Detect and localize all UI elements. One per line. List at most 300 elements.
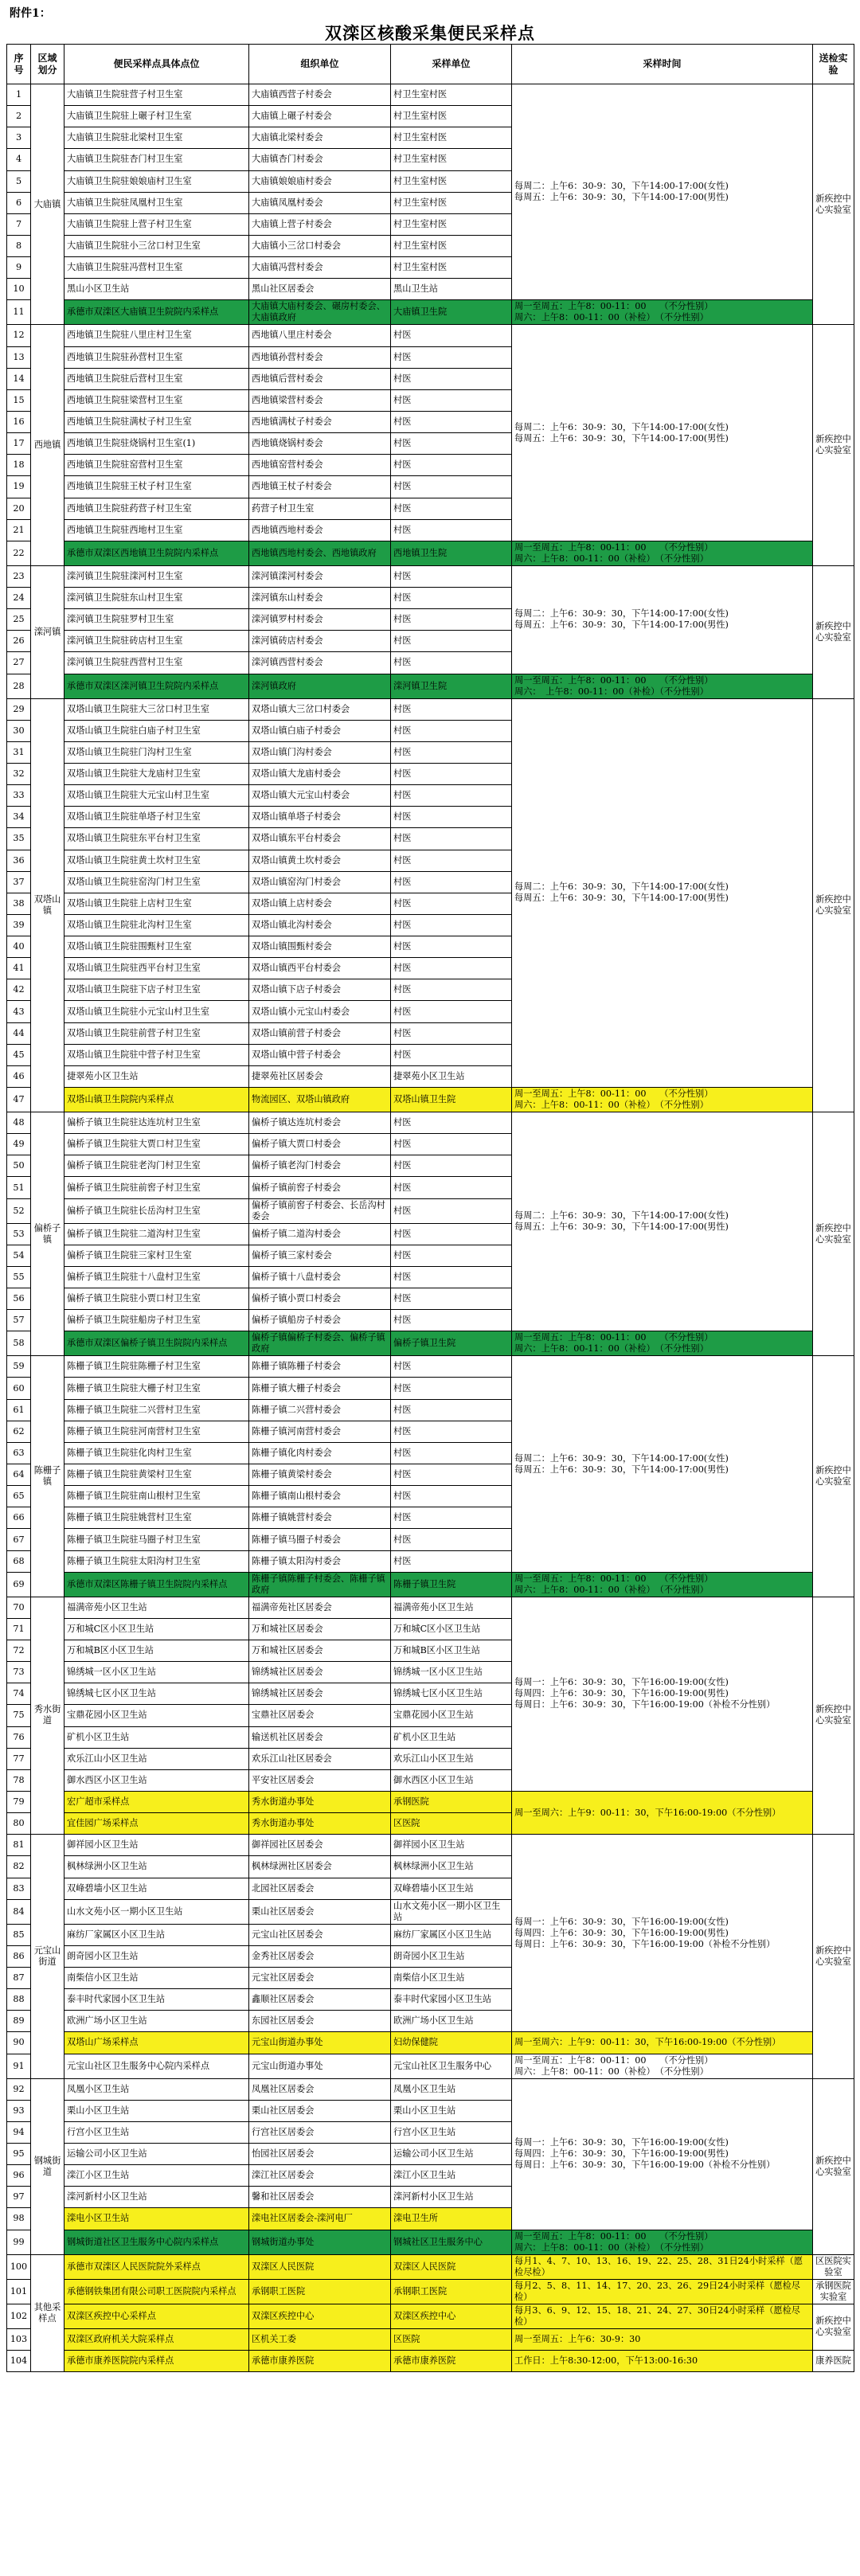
row-number: 22 [7, 541, 31, 565]
sampling-location: 西地镇卫生院驻孙营村卫生室 [64, 346, 249, 368]
row-number: 87 [7, 1967, 31, 1988]
row-number: 19 [7, 476, 31, 498]
row-number: 21 [7, 519, 31, 541]
sampling-unit: 村医 [391, 936, 512, 958]
sampling-unit: 村医 [391, 1112, 512, 1134]
row-number: 50 [7, 1155, 31, 1177]
table-row [7, 565, 854, 587]
sampling-time: 周一至周五：上午8：00-11：00 （不分性别） 周六：上午8：00-11：00（补检） （不分性别） [512, 300, 813, 325]
sampling-location: 山水文苑小区一期小区卫生站 [64, 1899, 249, 1924]
sampling-unit: 村医 [391, 1550, 512, 1572]
sampling-time: 周一至周五：上午6：30-9：30 [512, 2328, 813, 2350]
organizer-unit: 滦河镇东山村委会 [249, 587, 391, 608]
sampling-unit: 大庙镇卫生院 [391, 300, 512, 325]
row-number: 33 [7, 785, 31, 807]
sampling-unit: 矿机小区卫生站 [391, 1726, 512, 1748]
sampling-unit: 村医 [391, 720, 512, 741]
organizer-unit: 双塔山镇大三岔口村委会 [249, 698, 391, 720]
row-number: 16 [7, 411, 31, 432]
table-row [7, 2054, 854, 2078]
sampling-location: 陈栅子镇卫生院驻化肉村卫生室 [64, 1442, 249, 1464]
lab-cell: 新疾控中心实验室 [813, 84, 854, 325]
table-row [7, 1791, 854, 1812]
row-number: 47 [7, 1088, 31, 1112]
district-cell: 秀水街道 [31, 1597, 64, 1835]
table-row [7, 2328, 854, 2350]
page-title: 双滦区核酸采集便民采样点 [325, 23, 535, 43]
organizer-unit: 福满帝苑社区居委会 [249, 1597, 391, 1618]
sampling-unit: 村医 [391, 1421, 512, 1442]
row-number: 44 [7, 1022, 31, 1044]
sampling-time: 周一至周五：上午8：00-11：00 （不分性别） 周六：上午8：00-11：00（补检） （不分性别） [512, 2230, 813, 2254]
sampling-unit: 村医 [391, 631, 512, 652]
sampling-location: 陈栅子镇卫生院驻姚营村卫生室 [64, 1507, 249, 1529]
row-number: 52 [7, 1198, 31, 1223]
table-row [7, 2078, 854, 2100]
organizer-unit: 西地镇后营村委会 [249, 368, 391, 389]
sampling-unit: 村医 [391, 1310, 512, 1331]
organizer-unit: 大庙镇杏门村委会 [249, 149, 391, 170]
district-cell: 偏桥子镇 [31, 1112, 64, 1356]
sampling-time: 周一至周五：上午8：00-11：00 （不分性别） 周六：上午8：00-11：00（补检） （不分性别） [512, 1331, 813, 1356]
sampling-unit: 村卫生室村医 [391, 257, 512, 279]
col-header-organizer: 组织单位 [249, 45, 391, 84]
sampling-location: 大庙镇卫生院驻娘娘庙村卫生室 [64, 170, 249, 192]
table-row [7, 2350, 854, 2371]
sampling-unit: 村卫生室村医 [391, 127, 512, 149]
organizer-unit: 区机关工委 [249, 2328, 391, 2350]
sampling-unit: 枫林绿洲小区卫生站 [391, 1856, 512, 1878]
row-number: 29 [7, 698, 31, 720]
row-number: 93 [7, 2100, 31, 2121]
organizer-unit: 双塔山镇西平台村委会 [249, 958, 391, 979]
row-number: 59 [7, 1356, 31, 1378]
organizer-unit: 大庙镇上营子村委会 [249, 213, 391, 235]
organizer-unit: 承钢职工医院 [249, 2279, 391, 2304]
row-number: 96 [7, 2165, 31, 2187]
row-number: 89 [7, 2011, 31, 2032]
sampling-location: 偏桥子镇卫生院驻二道沟村卫生室 [64, 1223, 249, 1245]
organizer-unit: 偏桥子镇二道沟村委会 [249, 1223, 391, 1245]
sampling-location: 运输公司小区卫生站 [64, 2143, 249, 2164]
sampling-unit: 承钢职工医院 [391, 2279, 512, 2304]
row-number: 30 [7, 720, 31, 741]
row-number: 104 [7, 2350, 31, 2371]
organizer-unit: 双塔山镇单塔子村委会 [249, 807, 391, 828]
row-number: 86 [7, 1945, 31, 1967]
row-number: 17 [7, 433, 31, 455]
sampling-unit: 村医 [391, 1288, 512, 1310]
sampling-location: 双峰碧墙小区卫生站 [64, 1878, 249, 1899]
sampling-time: 周一至周六：上午9：00-11：30，下午16:00-19:00（不分性别） [512, 1791, 813, 1834]
row-number: 35 [7, 828, 31, 850]
sampling-unit: 村医 [391, 958, 512, 979]
sampling-location: 双塔山广场采样点 [64, 2032, 249, 2054]
organizer-unit: 双塔山镇围甄村委会 [249, 936, 391, 958]
row-number: 84 [7, 1899, 31, 1924]
row-number: 27 [7, 652, 31, 674]
organizer-unit: 双塔山镇北沟村委会 [249, 914, 391, 936]
organizer-unit: 锦绣城社区居委会 [249, 1683, 391, 1705]
organizer-unit: 西地镇满杖子村委会 [249, 411, 391, 432]
organizer-unit: 双塔山镇中营子村委会 [249, 1044, 391, 1065]
sampling-location: 承德市双滦区偏桥子镇卫生院院内采样点 [64, 1331, 249, 1356]
organizer-unit: 偏桥子镇船房子村委会 [249, 1310, 391, 1331]
organizer-unit: 双滦区疾控中心 [249, 2304, 391, 2328]
sampling-unit: 承德市康养医院 [391, 2350, 512, 2371]
row-number: 98 [7, 2208, 31, 2230]
sampling-location: 大庙镇卫生院驻冯营村卫生室 [64, 257, 249, 279]
sampling-unit: 双滦区疾控中心 [391, 2304, 512, 2328]
sampling-unit: 村医 [391, 565, 512, 587]
sampling-unit: 村医 [391, 476, 512, 498]
sampling-location: 西地镇卫生院驻窑营村卫生室 [64, 455, 249, 476]
row-number: 103 [7, 2328, 31, 2350]
sampling-location: 西地镇卫生院驻烧锅村卫生室(1) [64, 433, 249, 455]
organizer-unit: 双塔山镇黄土坎村委会 [249, 850, 391, 871]
row-number: 102 [7, 2304, 31, 2328]
sampling-unit: 村医 [391, 763, 512, 784]
row-number: 40 [7, 936, 31, 958]
organizer-unit: 偏桥子镇大贾口村委会 [249, 1134, 391, 1155]
sampling-location: 滦河新村小区卫生站 [64, 2187, 249, 2208]
sampling-unit: 村医 [391, 1378, 512, 1399]
sampling-unit: 村医 [391, 979, 512, 1001]
sampling-location: 双塔山镇卫生院院内采样点 [64, 1088, 249, 1112]
table-row [7, 2304, 854, 2328]
organizer-unit: 双塔山镇门沟村委会 [249, 741, 391, 763]
row-number: 5 [7, 170, 31, 192]
sampling-location: 双塔山镇卫生院驻前营子村卫生室 [64, 1022, 249, 1044]
row-number: 6 [7, 192, 31, 213]
row-number: 75 [7, 1705, 31, 1726]
sampling-location: 行宫小区卫生站 [64, 2121, 249, 2143]
sampling-time: 每周二：上午6：30-9：30，下午14:00-17:00(女性) 每周五：上午6：30-9：30，下午14:00-17:00(男性) [512, 698, 813, 1088]
sampling-unit: 村医 [391, 1529, 512, 1550]
organizer-unit: 万和城社区居委会 [249, 1640, 391, 1662]
sampling-unit: 西地镇卫生院 [391, 541, 512, 565]
organizer-unit: 药营子村卫生室 [249, 498, 391, 519]
organizer-unit: 大庙镇小三岔口村委会 [249, 235, 391, 256]
organizer-unit: 偏桥子镇达连坑村委会 [249, 1112, 391, 1134]
district-cell: 陈栅子镇 [31, 1356, 64, 1597]
row-number: 77 [7, 1748, 31, 1769]
organizer-unit: 双塔山镇上店村委会 [249, 893, 391, 914]
sampling-unit: 村医 [391, 609, 512, 631]
sampling-location: 大庙镇卫生院驻北梁村卫生室 [64, 127, 249, 149]
sampling-location: 西地镇卫生院驻王杖子村卫生室 [64, 476, 249, 498]
sampling-location: 承德市康养医院院内采样点 [64, 2350, 249, 2371]
sampling-location: 偏桥子镇卫生院驻大贾口村卫生室 [64, 1134, 249, 1155]
organizer-unit: 陈栅子镇南山根村委会 [249, 1486, 391, 1507]
row-number: 70 [7, 1597, 31, 1618]
sampling-location: 西地镇卫生院驻梁营村卫生室 [64, 389, 249, 411]
sampling-unit: 村医 [391, 785, 512, 807]
sampling-unit: 南柴信小区卫生站 [391, 1967, 512, 1988]
sampling-unit: 元宝山社区卫生服务中心 [391, 2054, 512, 2078]
organizer-unit: 枫林绿洲社区居委会 [249, 1856, 391, 1878]
organizer-unit: 滦河镇西营村委会 [249, 652, 391, 674]
row-number: 11 [7, 300, 31, 325]
sampling-unit: 村医 [391, 519, 512, 541]
sampling-unit: 村卫生室村医 [391, 213, 512, 235]
organizer-unit: 双塔山镇小元宝山村委会 [249, 1001, 391, 1022]
sampling-time: 每周一：上午6：30-9：30，下午16:00-19:00(女性) 每周四：上午6：30-9：30，下午16:00-19:00(男性) 每周日：上午6：30-9：30，下午16:00-19:00（补检不分性别） [512, 1835, 813, 2032]
sampling-unit: 区医院 [391, 2328, 512, 2350]
sampling-location: 西地镇卫生院驻药营子村卫生室 [64, 498, 249, 519]
sampling-location: 双塔山镇卫生院驻白庙子村卫生室 [64, 720, 249, 741]
organizer-unit: 北园社区居委会 [249, 1878, 391, 1899]
sampling-time: 周一至周五：上午8：00-11：00 （不分性别） 周六：上午8：00-11：00（补检） （不分性别） [512, 2054, 813, 2078]
row-number: 63 [7, 1442, 31, 1464]
row-number: 68 [7, 1550, 31, 1572]
sampling-unit: 妇幼保健院 [391, 2032, 512, 2054]
row-number: 67 [7, 1529, 31, 1550]
row-number: 28 [7, 674, 31, 698]
sampling-unit: 村卫生室村医 [391, 106, 512, 127]
sampling-unit: 欧洲广场小区卫生站 [391, 2011, 512, 2032]
sampling-unit: 村医 [391, 1001, 512, 1022]
table-row [7, 698, 854, 720]
sampling-location: 双塔山镇卫生院驻门沟村卫生室 [64, 741, 249, 763]
table-row [7, 1597, 854, 1618]
row-number: 64 [7, 1464, 31, 1486]
sampling-unit: 村医 [391, 1266, 512, 1288]
sampling-unit: 村卫生室村医 [391, 235, 512, 256]
sampling-location: 宜佳园广场采样点 [64, 1813, 249, 1835]
sampling-unit: 偏桥子镇卫生院 [391, 1331, 512, 1356]
organizer-unit: 秀水街道办事处 [249, 1813, 391, 1835]
sampling-location: 偏桥子镇卫生院驻前窖子村卫生室 [64, 1177, 249, 1198]
sampling-location: 滦河镇卫生院驻东山村卫生室 [64, 587, 249, 608]
sampling-time: 每周一：上午6：30-9：30，下午16:00-19:00(女性) 每周四：上午6：30-9：30，下午16:00-19:00(男性) 每周日：上午6：30-9：30，下午16:00-19:00（补检不分性别） [512, 1597, 813, 1791]
sampling-location: 偏桥子镇卫生院驻三家村卫生室 [64, 1245, 249, 1266]
organizer-unit: 双塔山镇东平台村委会 [249, 828, 391, 850]
organizer-unit: 大庙镇西营子村委会 [249, 84, 391, 106]
organizer-unit: 双塔山镇白庙子村委会 [249, 720, 391, 741]
organizer-unit: 大庙镇上碾子村委会 [249, 106, 391, 127]
organizer-unit: 陈栅子镇黄梁村委会 [249, 1464, 391, 1486]
row-number: 36 [7, 850, 31, 871]
row-number: 54 [7, 1245, 31, 1266]
sampling-location: 陈栅子镇卫生院驻南山根村卫生室 [64, 1486, 249, 1507]
lab-cell: 康养医院 [813, 2350, 854, 2371]
sampling-time: 周一至周五：上午8：00-11：00 （不分性别） 周六：上午8：00-11：00（补检） （不分性别） [512, 541, 813, 565]
row-number: 66 [7, 1507, 31, 1529]
organizer-unit: 承德市康养医院 [249, 2350, 391, 2371]
sampling-location: 泰丰时代家园小区卫生站 [64, 1989, 249, 2011]
organizer-unit: 西地镇孙营村委会 [249, 346, 391, 368]
sampling-unit: 村医 [391, 1442, 512, 1464]
lab-cell: 新疾控中心实验室 [813, 2304, 854, 2350]
organizer-unit: 滦江社区居委会 [249, 2165, 391, 2187]
sampling-location: 双滦区疾控中心采样点 [64, 2304, 249, 2328]
sampling-unit: 村医 [391, 346, 512, 368]
sampling-location: 双塔山镇卫生院驻围甄村卫生室 [64, 936, 249, 958]
sampling-location: 滦河镇卫生院驻西营村卫生室 [64, 652, 249, 674]
row-number: 43 [7, 1001, 31, 1022]
organizer-unit: 偏桥子镇前窖子村委会 [249, 1177, 391, 1198]
table-row [7, 2279, 854, 2304]
sampling-unit: 村医 [391, 1464, 512, 1486]
col-header-district: 区域划分 [31, 45, 64, 84]
sampling-location: 宝鼎花园小区卫生站 [64, 1705, 249, 1726]
sampling-unit: 村医 [391, 1177, 512, 1198]
organizer-unit: 陈栅子镇河南营村委会 [249, 1421, 391, 1442]
organizer-unit: 捷翠苑社区居委会 [249, 1065, 391, 1087]
row-number: 37 [7, 871, 31, 893]
district-cell: 其他采样点 [31, 2254, 64, 2371]
organizer-unit: 栗山社区居委会 [249, 2100, 391, 2121]
organizer-unit: 物流园区、双塔山镇政府 [249, 1088, 391, 1112]
sampling-location: 滦江小区卫生站 [64, 2165, 249, 2187]
organizer-unit: 御祥园社区居委会 [249, 1835, 391, 1856]
organizer-unit: 陈栅子镇马圈子村委会 [249, 1529, 391, 1550]
table-row [7, 325, 854, 346]
sampling-unit: 双峰碧墙小区卫生站 [391, 1878, 512, 1899]
sampling-unit: 村医 [391, 1155, 512, 1177]
organizer-unit: 西地镇烧锅村委会 [249, 433, 391, 455]
sampling-unit: 御祥园小区卫生站 [391, 1835, 512, 1856]
sampling-location: 万和城B区小区卫生站 [64, 1640, 249, 1662]
sampling-location: 锦绣城一区小区卫生站 [64, 1662, 249, 1683]
sampling-location: 偏桥子镇卫生院驻长岳沟村卫生室 [64, 1198, 249, 1223]
table-header-row [7, 45, 854, 84]
row-number: 34 [7, 807, 31, 828]
sampling-location: 钢城街道社区卫生服务中心院内采样点 [64, 2230, 249, 2254]
row-number: 55 [7, 1266, 31, 1288]
sampling-location: 滦河镇卫生院驻砖店村卫生室 [64, 631, 249, 652]
sampling-location: 承德市双滦区陈栅子镇卫生院院内采样点 [64, 1572, 249, 1597]
row-number: 61 [7, 1399, 31, 1421]
row-number: 73 [7, 1662, 31, 1683]
row-number: 46 [7, 1065, 31, 1087]
district-cell: 钢城街道 [31, 2078, 64, 2254]
district-cell: 大庙镇 [31, 84, 64, 325]
row-number: 49 [7, 1134, 31, 1155]
organizer-unit: 陈栅子镇陈栅子村委会、陈栅子镇政府 [249, 1572, 391, 1597]
sampling-location: 双塔山镇卫生院驻大三岔口村卫生室 [64, 698, 249, 720]
sampling-location: 陈栅子镇卫生院驻马圈子村卫生室 [64, 1529, 249, 1550]
sampling-unit: 村医 [391, 325, 512, 346]
row-number: 1 [7, 84, 31, 106]
sampling-unit: 村医 [391, 807, 512, 828]
sampling-location: 双塔山镇卫生院驻单塔子村卫生室 [64, 807, 249, 828]
sampling-unit: 村卫生室村医 [391, 192, 512, 213]
row-number: 94 [7, 2121, 31, 2143]
sampling-time: 工作日：上午8:30-12:00，下午13:00-16:30 [512, 2350, 813, 2371]
organizer-unit: 元宝山街道办事处 [249, 2032, 391, 2054]
sampling-unit: 村医 [391, 368, 512, 389]
sampling-unit: 万和城C区小区卫生站 [391, 1618, 512, 1640]
sampling-time: 周一至周五：上午8：00-11：00 （不分性别） 周六：上午8：00-11：00（补检） （不分性别） [512, 1572, 813, 1597]
sampling-location: 陈栅子镇卫生院驻黄梁村卫生室 [64, 1464, 249, 1486]
organizer-unit: 偏桥子镇前窖子村委会、长岳沟村委会 [249, 1198, 391, 1223]
row-number: 79 [7, 1791, 31, 1812]
sampling-location: 双塔山镇卫生院驻东平台村卫生室 [64, 828, 249, 850]
row-number: 4 [7, 149, 31, 170]
table-row [7, 2254, 854, 2279]
district-cell: 滦河镇 [31, 565, 64, 698]
sampling-time: 每周二：上午6：30-9：30，下午14:00-17:00(女性) 每周五：上午6：30-9：30，下午14:00-17:00(男性) [512, 84, 813, 300]
lab-cell: 新疾控中心实验室 [813, 1112, 854, 1356]
sampling-location: 偏桥子镇卫生院驻小贾口村卫生室 [64, 1288, 249, 1310]
sampling-location: 陈栅子镇卫生院驻陈栅子村卫生室 [64, 1356, 249, 1378]
sampling-location: 欢乐江山小区卫生站 [64, 1748, 249, 1769]
district-cell: 双塔山镇 [31, 698, 64, 1112]
row-number: 3 [7, 127, 31, 149]
row-number: 8 [7, 235, 31, 256]
organizer-unit: 怡园社区居委会 [249, 2143, 391, 2164]
organizer-unit: 滦电社区居委会-滦河电厂 [249, 2208, 391, 2230]
organizer-unit: 平安社区居委会 [249, 1769, 391, 1791]
table-row [7, 2230, 854, 2254]
sampling-unit: 村卫生室村医 [391, 170, 512, 192]
row-number: 65 [7, 1486, 31, 1507]
col-header-location: 便民采样点具体点位 [64, 45, 249, 84]
sampling-location: 双塔山镇卫生院驻上店村卫生室 [64, 893, 249, 914]
organizer-unit: 西地镇西地村委会 [249, 519, 391, 541]
organizer-unit: 陈栅子镇二兴营村委会 [249, 1399, 391, 1421]
sampling-unit: 村医 [391, 1507, 512, 1529]
sampling-location: 偏桥子镇卫生院驻达连坑村卫生室 [64, 1112, 249, 1134]
row-number: 13 [7, 346, 31, 368]
sampling-location: 双塔山镇卫生院驻北沟村卫生室 [64, 914, 249, 936]
sampling-location: 滦河镇卫生院驻滦河村卫生室 [64, 565, 249, 587]
organizer-unit: 西地镇八里庄村委会 [249, 325, 391, 346]
sampling-unit: 欢乐江山小区卫生站 [391, 1748, 512, 1769]
row-number: 42 [7, 979, 31, 1001]
sampling-unit: 村医 [391, 741, 512, 763]
sampling-unit: 村医 [391, 893, 512, 914]
sampling-unit: 运输公司小区卫生站 [391, 2143, 512, 2164]
sampling-location: 承德市双滦区人民医院院外采样点 [64, 2254, 249, 2279]
table-row [7, 1572, 854, 1597]
sampling-unit: 村医 [391, 850, 512, 871]
row-number: 57 [7, 1310, 31, 1331]
row-number: 39 [7, 914, 31, 936]
sampling-time: 每月1、4、7、10、13、16、19、22、25、28、31日24小时采样（愿检尽检） [512, 2254, 813, 2279]
row-number: 12 [7, 325, 31, 346]
sampling-unit: 福满帝苑小区卫生站 [391, 1597, 512, 1618]
organizer-unit: 偏桥子镇三家村委会 [249, 1245, 391, 1266]
organizer-unit: 大庙镇娘娘庙村委会 [249, 170, 391, 192]
lab-cell: 新疾控中心实验室 [813, 1835, 854, 2078]
row-number: 88 [7, 1989, 31, 2011]
row-number: 82 [7, 1856, 31, 1878]
sampling-unit: 御水西区小区卫生站 [391, 1769, 512, 1791]
row-number: 76 [7, 1726, 31, 1748]
lab-cell: 新疾控中心实验室 [813, 2078, 854, 2254]
row-number: 45 [7, 1044, 31, 1065]
row-number: 10 [7, 279, 31, 300]
sampling-unit: 行宫小区卫生站 [391, 2121, 512, 2143]
row-number: 31 [7, 741, 31, 763]
sampling-location: 西地镇卫生院驻西地村卫生室 [64, 519, 249, 541]
sampling-unit: 村医 [391, 1223, 512, 1245]
sampling-location: 偏桥子镇卫生院驻老沟门村卫生室 [64, 1155, 249, 1177]
sampling-location: 双塔山镇卫生院驻中营子村卫生室 [64, 1044, 249, 1065]
lab-cell: 新疾控中心实验室 [813, 325, 854, 565]
sampling-unit: 麻纺厂家属区小区卫生站 [391, 1924, 512, 1945]
sampling-location: 承德市双滦区大庙镇卫生院院内采样点 [64, 300, 249, 325]
row-number: 53 [7, 1223, 31, 1245]
sampling-time: 周一至周五：上午8：00-11：00 （不分性别） 周六： 上午8：00-11：00（补检）（不分性别） [512, 674, 813, 698]
table-row [7, 1835, 854, 1856]
organizer-unit: 双塔山镇大龙庙村委会 [249, 763, 391, 784]
sampling-unit: 栗山小区卫生站 [391, 2100, 512, 2121]
row-number: 72 [7, 1640, 31, 1662]
